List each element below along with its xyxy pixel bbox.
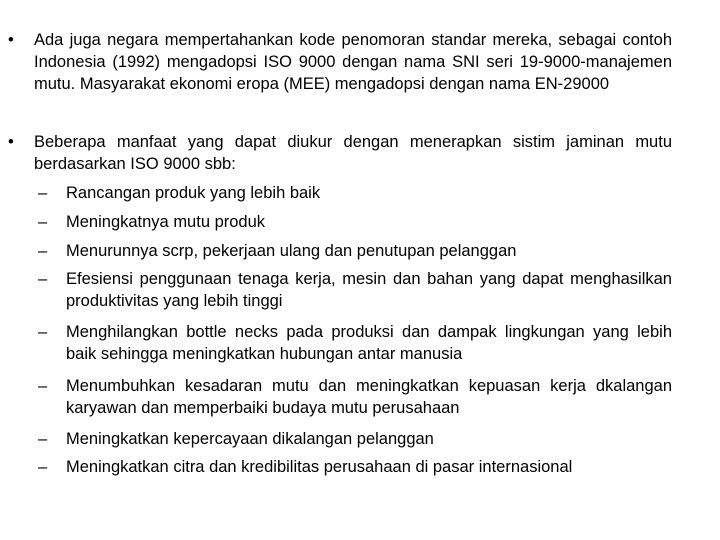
sub-item-4 <box>38 268 672 312</box>
bullet-item-2 <box>8 131 672 175</box>
sub-item-6 <box>38 375 672 419</box>
sub-item-6-text: Menumbuhkan kesadaran mutu dan meningkatkan kepuasan kerja dkalangan karyawan dan memperbaiki budaya mutu perusahaan <box>66 377 672 417</box>
bullet-icon: • <box>8 133 14 151</box>
sub-item-2-text: Meningkatnya mutu produk <box>66 213 266 231</box>
dash-icon: – <box>38 458 48 476</box>
sub-item-8 <box>38 456 672 478</box>
sub-item-1-text: Rancangan produk yang lebih baik <box>66 184 321 202</box>
dash-icon: – <box>38 377 48 395</box>
sub-item-3-text: Menurunnya scrp, pekerjaan ulang dan penutupan pelanggan <box>66 242 517 260</box>
sub-item-2 <box>38 211 672 233</box>
dash-icon: – <box>38 213 48 231</box>
dash-icon: – <box>38 430 48 448</box>
sub-item-8-text: Meningkatkan citra dan kredibilitas perusahaan di pasar internasional <box>66 458 573 476</box>
sub-item-7 <box>38 428 672 450</box>
sub-item-7-text: Meningkatkan kepercayaan dikalangan pelanggan <box>66 430 434 448</box>
bullet-item-1-text: Ada juga negara mempertahankan kode penomoran standar mereka, sebagai contoh Indonesia (1992) mengadopsi ISO 9000 dengan nama SNI seri 19-9000-manajemen mutu. Masyarakat ekonomi eropa (MEE) mengadopsi dengan nama EN-29000 <box>34 31 672 93</box>
bullet-icon: • <box>8 31 14 49</box>
dash-icon: – <box>38 270 48 288</box>
sub-item-4-text: Efesiensi penggunaan tenaga kerja, mesin dan bahan yang dapat menghasilkan produktivitas yang lebih tinggi <box>66 270 672 310</box>
bullet-item-2-text: Beberapa manfaat yang dapat diukur dengan menerapkan sistim jaminan mutu berdasarkan ISO 9000 sbb: <box>34 133 672 173</box>
sub-item-5-text: Menghilangkan bottle necks pada produksi dan dampak lingkungan yang lebih baik sehingga meningkatkan hubungan antar manusia <box>66 323 672 363</box>
bullet-item-1 <box>8 29 672 95</box>
dash-icon: – <box>38 184 48 202</box>
sub-item-3 <box>38 240 672 262</box>
dash-icon: – <box>38 323 48 341</box>
sub-item-5 <box>38 321 672 365</box>
sub-item-1 <box>38 182 672 204</box>
dash-icon: – <box>38 242 48 260</box>
